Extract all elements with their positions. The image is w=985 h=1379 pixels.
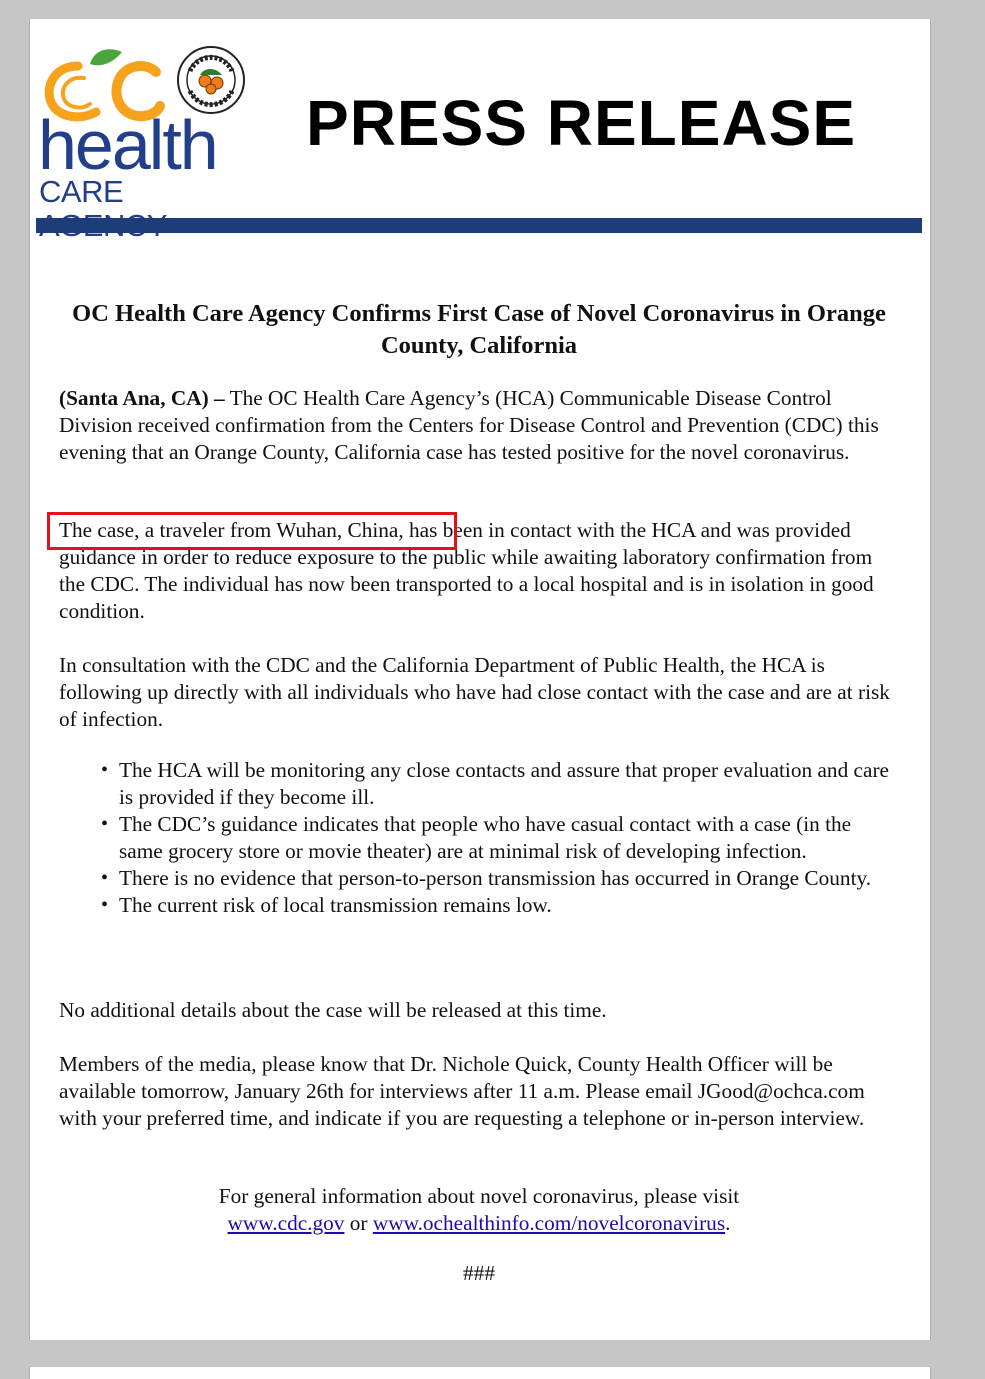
headline: OC Health Care Agency Confirms First Case of Novel Coronavirus in Orange County, California (72, 300, 886, 359)
paragraph-intro-text: The OC Health Care Agency’s (HCA) Communicable Disease Control Division received confirmation from the Centers for Disease Control and Prevention (CDC) this evening that an Orange County, California case has tested positive for the novel coronavirus. (59, 386, 879, 464)
list-item-text: The CDC’s guidance indicates that people who have casual contact with a case (in the same grocery store or movie theater) are at minimal risk of developing infection. (119, 812, 852, 863)
orange-county-seal-icon (176, 45, 246, 115)
closing-text: For general information about novel coronavirus, please visit (218, 1184, 740, 1208)
logo-care-agency-text: CARE (39, 174, 124, 209)
dateline: (Santa Ana, CA) – (59, 386, 225, 410)
press-release-title: PRESS RELEASE (306, 87, 857, 159)
ochealthinfo-link[interactable]: www.ochealthinfo.com/novelcoronavirus (372, 1211, 726, 1235)
list-item: • There is no evidence that person-to-person transmission has occurred in Orange County. (101, 866, 872, 890)
red-highlight-box (47, 512, 457, 550)
closing-paragraph (59, 1183, 899, 1237)
highlighted-text: The case, a traveler from Wuhan, China, (59, 518, 404, 542)
closing-period: . (725, 1211, 731, 1235)
paragraph-media: Members of the media, please know that Dr. Nichole Quick, County Health Officer will be available tomorrow, January 26th for interviews after 11 a.m. Please email JGood@ochca.com with your preferred time, and indicate if you are requesting a telephone or in-person interview. (59, 1052, 865, 1130)
oc-health-care-agency-logo (38, 44, 253, 209)
list-item-text: The HCA will be monitoring any close contacts and assure that proper evaluation and care is provided if they become ill. (119, 758, 889, 809)
header-divider-bar (36, 218, 922, 233)
paragraph-intro (59, 385, 894, 466)
list-item: • The HCA will be monitoring any close contacts and assure that proper evaluation and care is provided if they become ill. (101, 758, 889, 809)
closing-or: or (344, 1211, 373, 1235)
cdc-link[interactable]: www.cdc.gov (227, 1211, 345, 1235)
page-gap (29, 1340, 931, 1367)
bullet-list (59, 757, 894, 919)
logo-health-text: health (38, 106, 217, 184)
list-item-text: There is no evidence that person-to-person transmission has occurred in Orange County. (119, 866, 872, 890)
paragraph-consultation: In consultation with the CDC and the California Department of Public Health, the HCA is following up directly with all individuals who have had close contact with the case and are at risk of infection. (59, 653, 890, 731)
list-item: • The current risk of local transmission remains low. (101, 893, 552, 917)
list-item-text: The current risk of local transmission remains low. (119, 893, 552, 917)
list-item: • The CDC’s guidance indicates that people who have casual contact with a case (in the same grocery store or movie theater) are at minimal risk of developing infection. (101, 812, 852, 863)
end-mark: ### (463, 1261, 495, 1285)
paragraph-no-details: No additional details about the case will be released at this time. (59, 998, 607, 1022)
paragraph-case-text: has been in contact with the HCA and was provided guidance in order to reduce exposure to the public while awaiting laboratory confirmation from the CDC. The individual has now been transported to a local hospital and is in isolation in good condition. (59, 518, 874, 623)
